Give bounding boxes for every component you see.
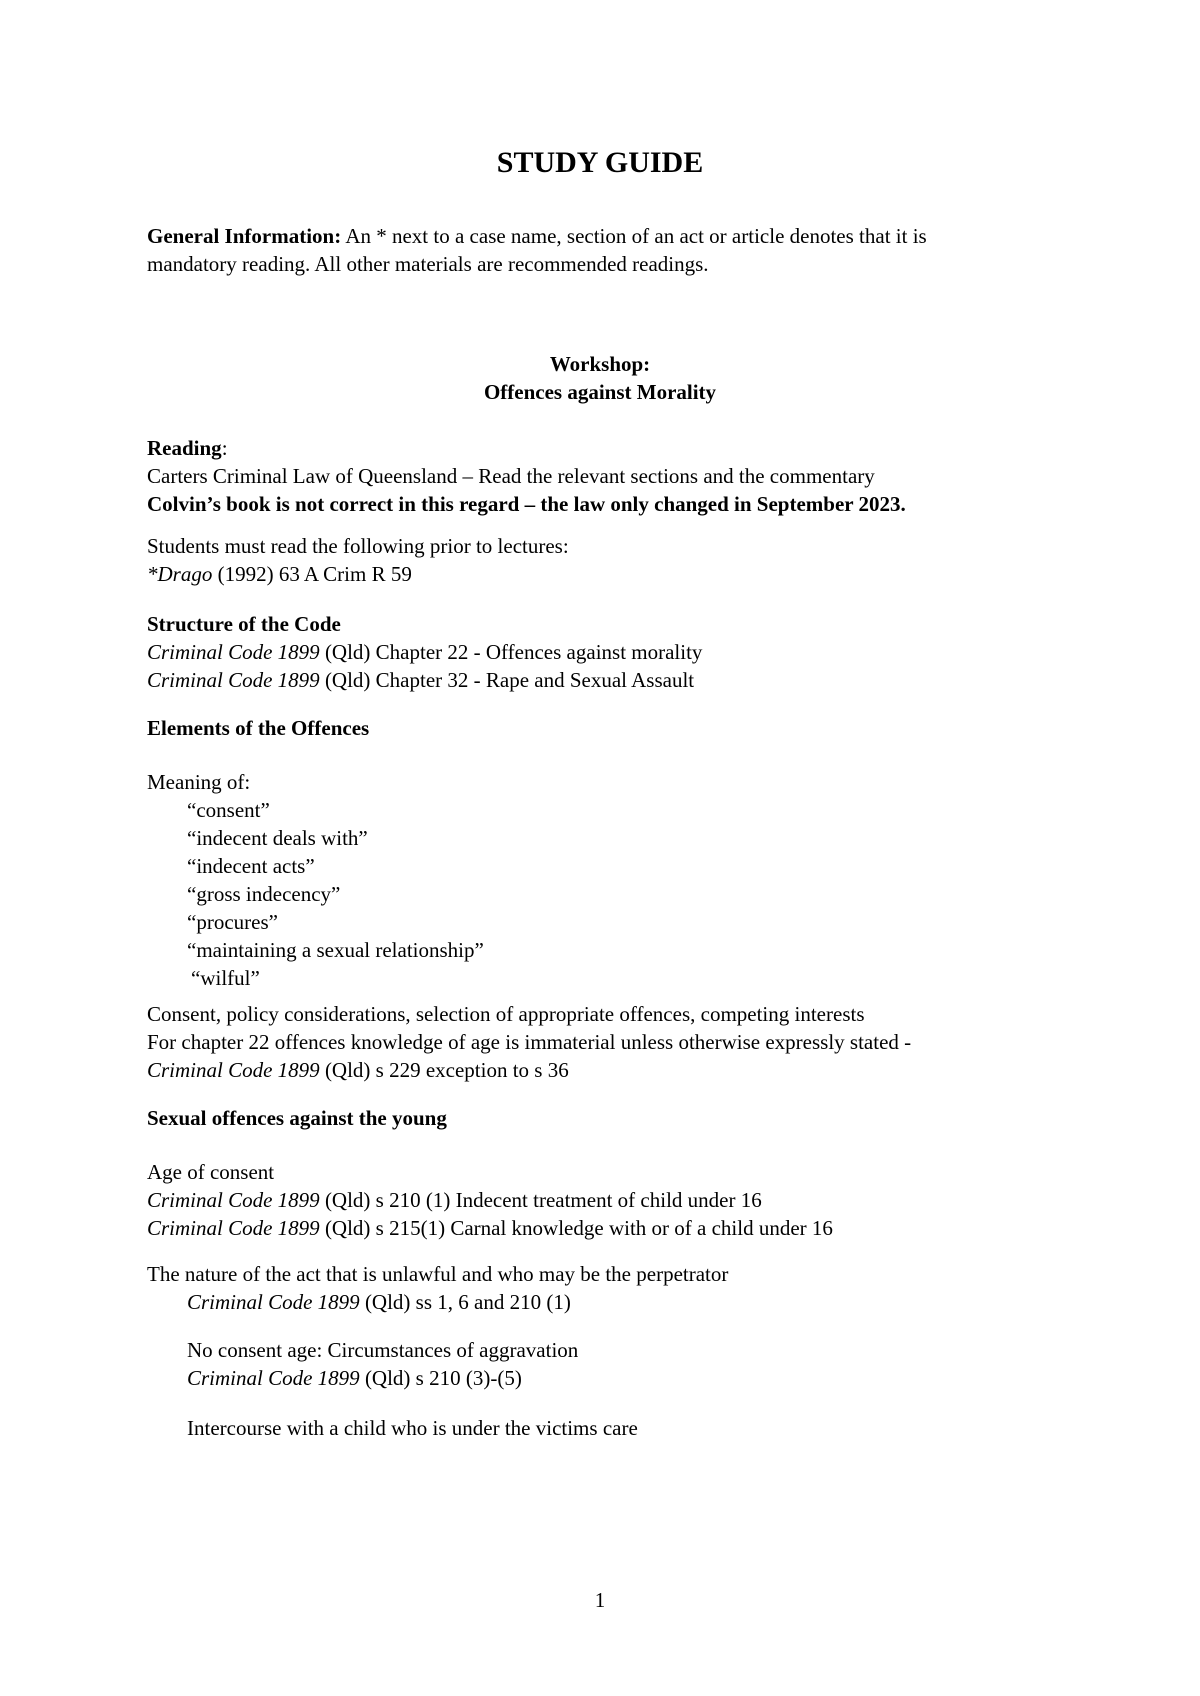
- structure-item: [147, 666, 1107, 694]
- reading-line-1: Carters Criminal Law of Queensland – Read the relevant sections and the commentary: [147, 464, 875, 488]
- intercourse-section: [147, 1414, 1107, 1442]
- young-item: [147, 1214, 1107, 1242]
- case-citation: (1992) 63 A Crim R 59: [212, 562, 412, 586]
- act-name: Criminal Code 1899: [187, 1366, 360, 1390]
- act-name: Criminal Code 1899: [147, 668, 320, 692]
- intercourse-line: Intercourse with a child who is under the victims care: [187, 1416, 638, 1440]
- term-item: “indecent acts”: [187, 854, 315, 878]
- workshop-topic: Offences against Morality: [483, 380, 717, 404]
- term-item: “wilful”: [191, 966, 260, 990]
- page-number: 1: [594, 1588, 606, 1612]
- structure-item: [147, 638, 1107, 666]
- age-of-consent: [147, 1158, 1107, 1242]
- act-name: Criminal Code 1899: [187, 1290, 360, 1314]
- elements-heading: Elements of the Offences: [147, 716, 370, 740]
- act-detail: (Qld) s 210 (3)-(5): [359, 1366, 522, 1390]
- case-name: *Drago: [147, 562, 213, 586]
- meaning-label: Meaning of:: [147, 770, 251, 794]
- act-detail: (Qld) Chapter 32 - Rape and Sexual Assault: [319, 668, 695, 692]
- act-detail: (Qld) ss 1, 6 and 210 (1): [359, 1290, 571, 1314]
- act-name: Criminal Code 1899: [147, 1216, 320, 1240]
- no-consent-line: No consent age: Circumstances of aggravation: [187, 1338, 579, 1362]
- workshop-label: Workshop:: [549, 352, 651, 376]
- general-label: General Information:: [147, 224, 342, 248]
- page-title: STUDY GUIDE: [496, 146, 704, 179]
- meaning-section: [147, 768, 1107, 992]
- reading-label: Reading: [147, 436, 222, 460]
- term-item: “consent”: [187, 798, 270, 822]
- elements-section: [147, 714, 1107, 742]
- act-detail: (Qld) s 210 (1) Indecent treatment of child under 16: [319, 1188, 762, 1212]
- young-heading: Sexual offences against the young: [147, 1106, 447, 1130]
- nature-section: [147, 1260, 1107, 1316]
- workshop-heading: [0, 350, 1200, 406]
- act-detail: (Qld) s 215(1) Carnal knowledge with or of a child under 16: [319, 1216, 833, 1240]
- reading-section: [147, 434, 1107, 518]
- term-item: “procures”: [187, 910, 278, 934]
- general-text-1: An * next to a case name, section of an act or article denotes that it is: [341, 224, 927, 248]
- age-line: For chapter 22 offences knowledge of age is immaterial unless otherwise expressly stated -: [147, 1030, 912, 1054]
- act-name: Criminal Code 1899: [147, 640, 320, 664]
- general-information: [147, 222, 1107, 278]
- no-consent-section: [147, 1336, 1107, 1392]
- term-item: “indecent deals with”: [187, 826, 368, 850]
- act-name: Criminal Code 1899: [147, 1058, 320, 1082]
- consent-section: [147, 1000, 1107, 1084]
- term-item: “maintaining a sexual relationship”: [187, 938, 484, 962]
- act-detail: (Qld) s 229 exception to s 36: [319, 1058, 569, 1082]
- structure-heading: Structure of the Code: [147, 612, 341, 636]
- reading-line-2: Colvin’s book is not correct in this regard – the law only changed in September 2023.: [147, 492, 906, 516]
- prior-intro: Students must read the following prior to lectures:: [147, 534, 569, 558]
- term-item: “gross indecency”: [187, 882, 341, 906]
- prior-reading: [147, 532, 1107, 588]
- act-detail: (Qld) Chapter 22 - Offences against morality: [319, 640, 703, 664]
- age-label: Age of consent: [147, 1160, 275, 1184]
- structure-section: [147, 610, 1107, 694]
- act-name: Criminal Code 1899: [147, 1188, 320, 1212]
- nature-line: The nature of the act that is unlawful and who may be the perpetrator: [147, 1262, 729, 1286]
- consent-line: Consent, policy considerations, selection of appropriate offences, competing interests: [147, 1002, 865, 1026]
- young-item: [147, 1186, 1107, 1214]
- young-section: [147, 1104, 1107, 1132]
- general-text-2: mandatory reading. All other materials are recommended readings.: [147, 252, 709, 276]
- reading-colon: :: [221, 436, 228, 460]
